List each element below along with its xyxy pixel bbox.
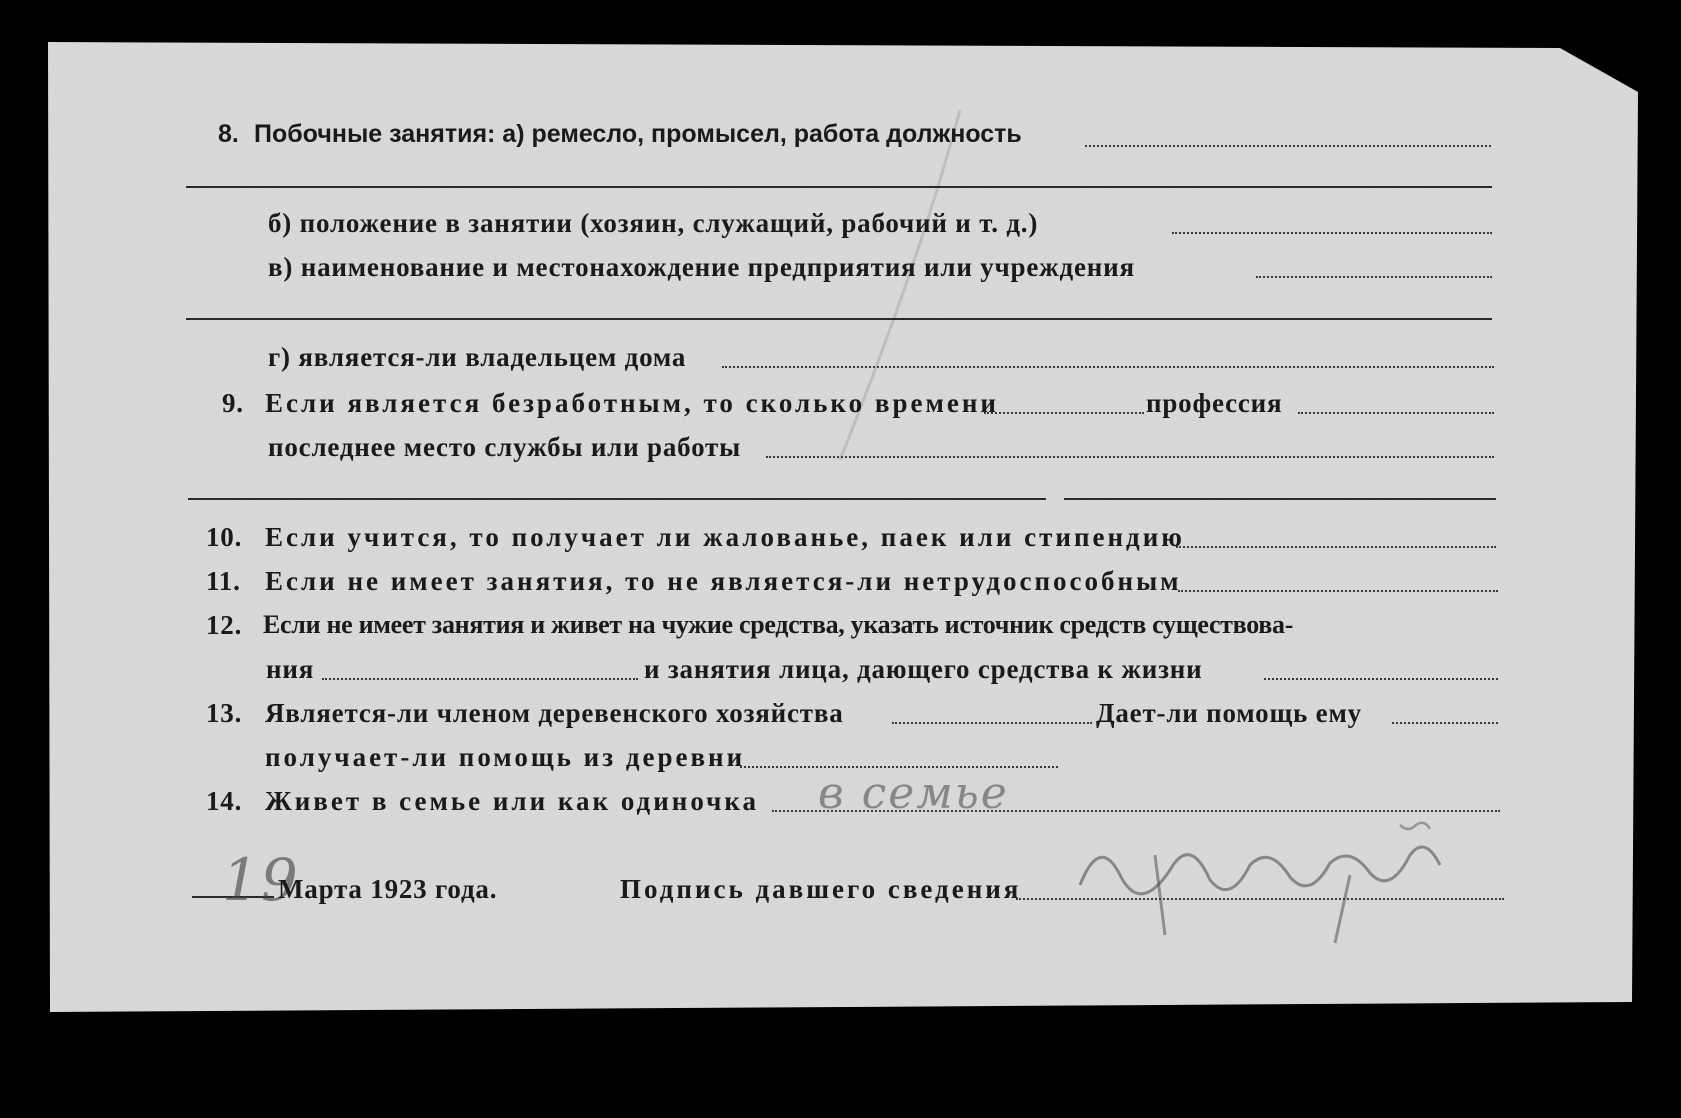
item-8-continuation-line [186, 186, 1492, 188]
item-8-label: 8. [218, 120, 239, 148]
item-8c-answer-line [1256, 276, 1492, 278]
item-12-provider-text: и занятия лица, дающего средства к жизни [644, 654, 1203, 684]
item-9-continuation-line-a [188, 498, 1046, 500]
item-11-answer-line [1178, 590, 1498, 592]
item-9-last-job-text: последнее место службы или работы [268, 432, 741, 462]
item-11-text: Если не имеет занятия, то не является-ли нетрудоспособным [265, 566, 1182, 596]
footer-signature-label: Подпись давшего сведения [620, 874, 1022, 904]
handwritten-signature [1060, 815, 1480, 955]
item-13-text: Является-ли членом деревенского хозяйства [265, 698, 844, 728]
item-10-number: 10. [206, 522, 243, 552]
item-9-last-job-line [766, 456, 1494, 458]
item-8d-answer-line [722, 366, 1494, 368]
item-8-text: Побочные занятия: а) ремесло, промысел, работа должность [254, 120, 1022, 148]
item-10-text: Если учится, то получает ли жалованье, паек или стипендию [265, 522, 1185, 552]
item-9-duration-line [984, 412, 1144, 414]
item-12-provider-line [1264, 678, 1498, 680]
item-14-text: Живет в семье или как одиночка [265, 786, 759, 816]
item-10-answer-line [1176, 546, 1496, 548]
item-14-handwritten-answer: в семье [818, 768, 1009, 819]
item-9-continuation-line-b [1064, 498, 1496, 500]
item-13-number: 13. [206, 698, 243, 728]
item-9-text: Если является безработным, то сколько времени [265, 388, 999, 418]
item-8c-continuation-line [186, 318, 1492, 320]
footer-day-handwritten: 19 [222, 846, 300, 914]
item-11-number: 11. [206, 566, 241, 596]
footer-date-text: Марта 1923 года. [278, 874, 498, 904]
item-9-profession-label: профессия [1146, 388, 1283, 418]
item-13-member-line [892, 722, 1092, 724]
item-8c-text: в) наименование и местонахождение предприятия или учреждения [268, 252, 1135, 282]
item-8d-text: г) является-ли владельцем дома [268, 342, 687, 372]
item-12-text: Если не имеет занятия и живет на чужие средства, указать источник средств существова- [263, 610, 1294, 639]
item-13-help-label: Дает-ли помощь ему [1096, 698, 1362, 728]
item-12-number: 12. [206, 610, 243, 640]
item-8b-text: б) положение в занятии (хозяин, служащий, рабочий и т. д.) [268, 208, 1039, 238]
item-13-village-text: получает-ли помощь из деревни [265, 742, 746, 772]
item-13-help-line [1392, 722, 1498, 724]
item-14-number: 14. [206, 786, 243, 816]
item-12-source-line [322, 678, 638, 680]
item-8-answer-line [1085, 145, 1491, 147]
item-8b-answer-line [1172, 232, 1492, 234]
item-12-cont-text: ния [266, 654, 315, 684]
item-9-profession-line [1298, 412, 1494, 414]
item-9-number: 9. [222, 388, 244, 418]
